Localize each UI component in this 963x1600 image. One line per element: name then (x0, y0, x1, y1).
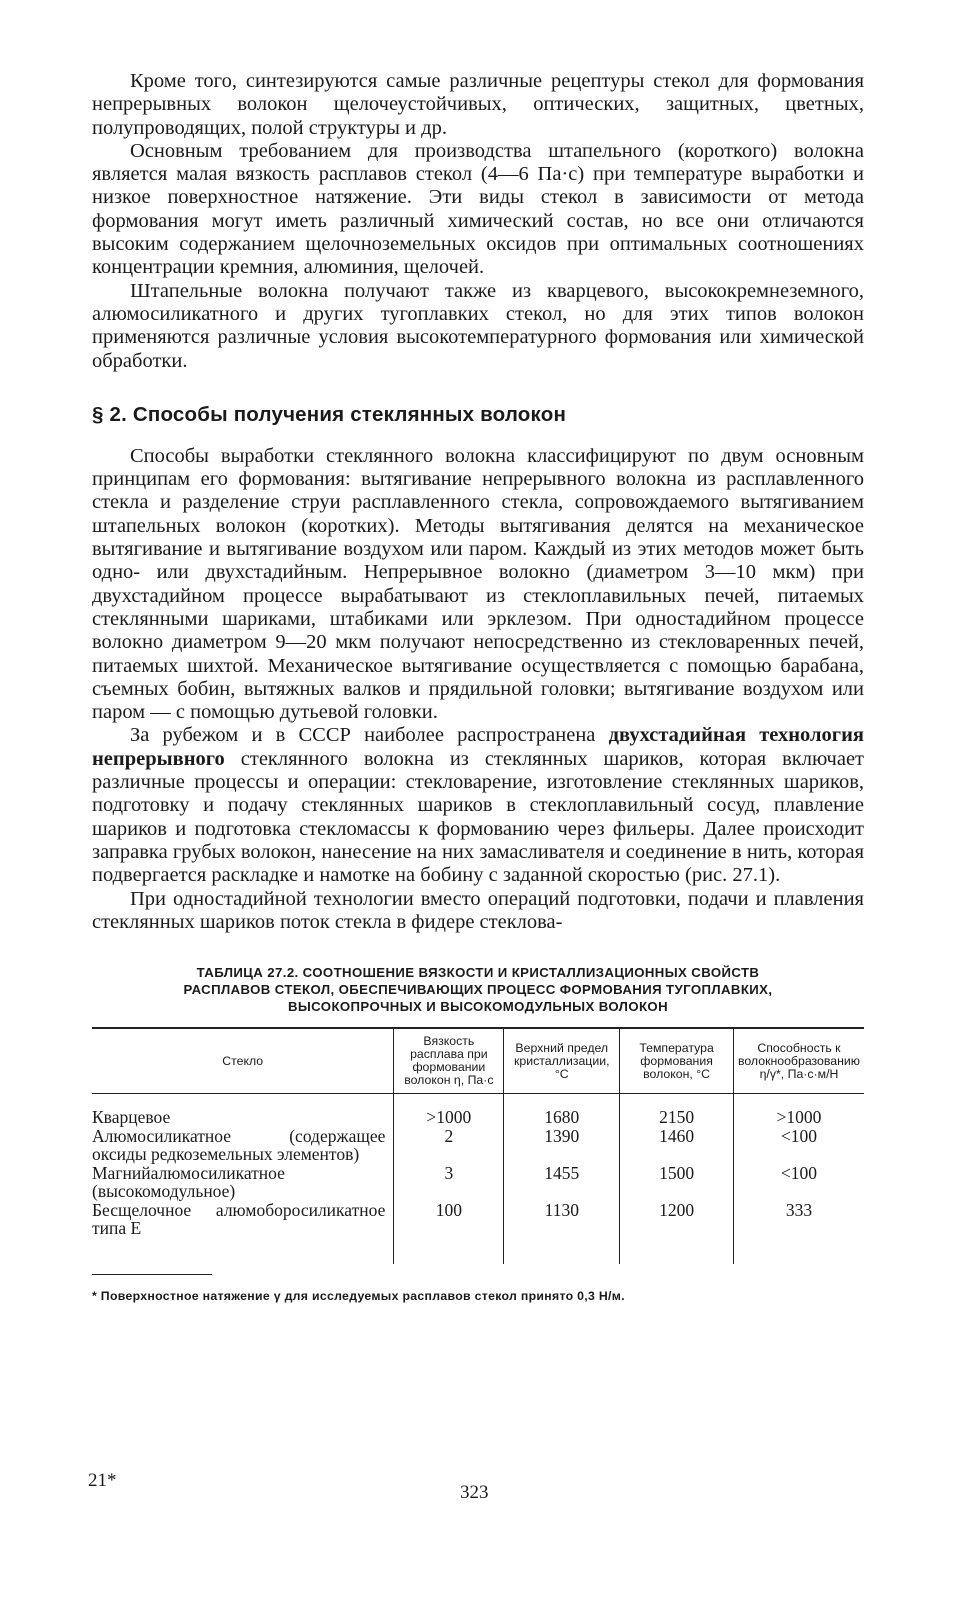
column-header-viscosity: Вязкость расплава при формовании волокон η, Па·с (394, 1028, 504, 1094)
table-caption-line: РАСПЛАВОВ СТЕКОЛ, ОБЕСПЕЧИВАЮЩИХ ПРОЦЕСС ФОРМОВАНИЯ ТУГОПЛАВКИХ, (183, 982, 773, 998)
page-number: 323 (460, 1482, 489, 1503)
cell-crystallization: 1455 (504, 1164, 620, 1201)
cell-temperature: 1460 (620, 1127, 734, 1164)
table-row (92, 1201, 864, 1264)
footnote-divider (92, 1274, 212, 1275)
table-header-row (92, 1028, 864, 1094)
table-caption-line: ТАБЛИЦА 27.2. СООТНОШЕНИЕ ВЯЗКОСТИ И КРИСТАЛЛИЗАЦИОННЫХ СВОЙСТВ (196, 965, 760, 981)
cell-glass: Кварцевое (92, 1107, 171, 1128)
column-header-crystallization: Верхний предел кристаллизации, °С (504, 1028, 620, 1094)
paragraph: Основным требованием для производства штапельного (короткого) волокна является малая вязкость расплавов стекол (4—6 Па·с) при температуре выработки и низкое поверхностное натяжение. Эти виды стекол в зависимости от метода формования могут иметь различный химический состав, но все они отличаются высоким содержанием щелочноземельных оксидов при оптимальных соотношениях концентрации кремния, алюминия, щелочей. (92, 139, 864, 279)
cell-glass: Бесщелочное алюмоборосиликатное типа Е (92, 1199, 386, 1239)
table-caption (92, 964, 864, 1015)
cell-crystallization: 1680 (504, 1094, 620, 1127)
cell-crystallization: 1130 (504, 1201, 620, 1264)
cell-temperature: 1200 (620, 1201, 734, 1264)
section-heading: § 2. Способы получения стеклянных волокон (92, 402, 567, 426)
emphasis-text: двухстадийная технология непрерывного (92, 724, 864, 770)
column-header-temperature: Температура формования волокон, °С (620, 1028, 734, 1094)
cell-crystallization: 1390 (504, 1127, 620, 1164)
paragraph: Кроме того, синтезируются самые различные рецептуры стекол для формования непрерывных волокон щелочеустойчивых, оптических, защитных, цветных, полупроводящих, полой структуры и др. (92, 70, 864, 139)
paragraph-text: За рубежом и в СССР наиболее распространена (130, 724, 609, 747)
column-header-glass: Стекло (222, 1053, 264, 1068)
table-row (92, 1127, 864, 1164)
table-row (92, 1094, 864, 1127)
page-footer (88, 1470, 868, 1503)
data-table (92, 1027, 864, 1264)
cell-glass: Алюмосиликатное (содержащее оксиды редкоземельных элементов) (92, 1125, 386, 1165)
paragraph: Способы выработки стеклянного волокна классифицируют по двум основным принципам его формования: вытягивание непрерывного волокна из расплавленного стекла и разделение струи расплавленного стекла, сопровождаемого вытягиванием штапельных волокон (коротких). Методы вытягивания делятся на механическое вытягивание и вытягивание воздухом или паром. Каждый из этих методов может быть одно- или двухстадийным. Непрерывное волокно (диаметром 3—10 мкм) при двухстадийном процессе вырабатывают из стеклоплавильных печей, питаемых стеклянными шариками, штабиками или эрклезом. При одностадийном процессе волокно диаметром 9—20 мкм получают непосредственно из стекловаренных печей, питаемых шихтой. Механическое вытягивание осуществляется с помощью барабана, съемных бобин, вытяжных валков и прядильной головки; вытягивание воздухом или паром — с помощью дутьевой головки. (92, 444, 864, 724)
cell-ability: <100 (733, 1127, 864, 1164)
column-header-ability: Способность к волокнообразованию η/γ*, Па·с·м/Н (733, 1028, 864, 1094)
cell-viscosity: >1000 (394, 1094, 504, 1127)
paragraph: При одностадийной технологии вместо операций подготовки, подачи и плавления стеклянных шариков поток стекла в фидере стеклова- (92, 887, 864, 933)
cell-ability: <100 (733, 1164, 864, 1201)
signature-mark: 21* (88, 1470, 117, 1491)
table-caption-line: ВЫСОКОПРОЧНЫХ И ВЫСОКОМОДУЛЬНЫХ ВОЛОКОН (287, 999, 669, 1015)
cell-temperature: 1500 (620, 1164, 734, 1201)
paragraph (92, 724, 864, 887)
paragraph: Штапельные волокна получают также из кварцевого, высококремнеземного, алюмосиликатного и других тугоплавких стекол, но для этих типов волокон применяются различные условия высокотемпературного формования или химической обработки. (92, 279, 864, 372)
cell-viscosity: 2 (394, 1127, 504, 1164)
cell-temperature: 2150 (620, 1094, 734, 1127)
cell-viscosity: 100 (394, 1201, 504, 1264)
footnote: * Поверхностное натяжение γ для исследуемых расплавов стекол принято 0,3 Н/м. (92, 1288, 625, 1303)
cell-ability: >1000 (733, 1094, 864, 1127)
paragraph-text: стеклянного волокна из стеклянных шариков, которая включает различные процессы и операции: стекловарение, изготовление стеклянных шариков, подготовку и подачу стеклянных шариков в стеклоплавильный сосуд, плавление шариков и подготовка стекломассы к формованию через фильеры. Далее происходит заправка грубых волокон, нанесение на них замасливателя и соединение в нить, которая подвергается раскладке и намотке на бобину с заданной скоростью (рис. 27.1). (92, 747, 864, 887)
table-row (92, 1164, 864, 1201)
cell-ability: 333 (733, 1201, 864, 1264)
cell-viscosity: 3 (394, 1164, 504, 1201)
cell-glass: Магнийалюмосиликатное (высокомодульное) (92, 1162, 285, 1202)
page-content (92, 70, 864, 1303)
